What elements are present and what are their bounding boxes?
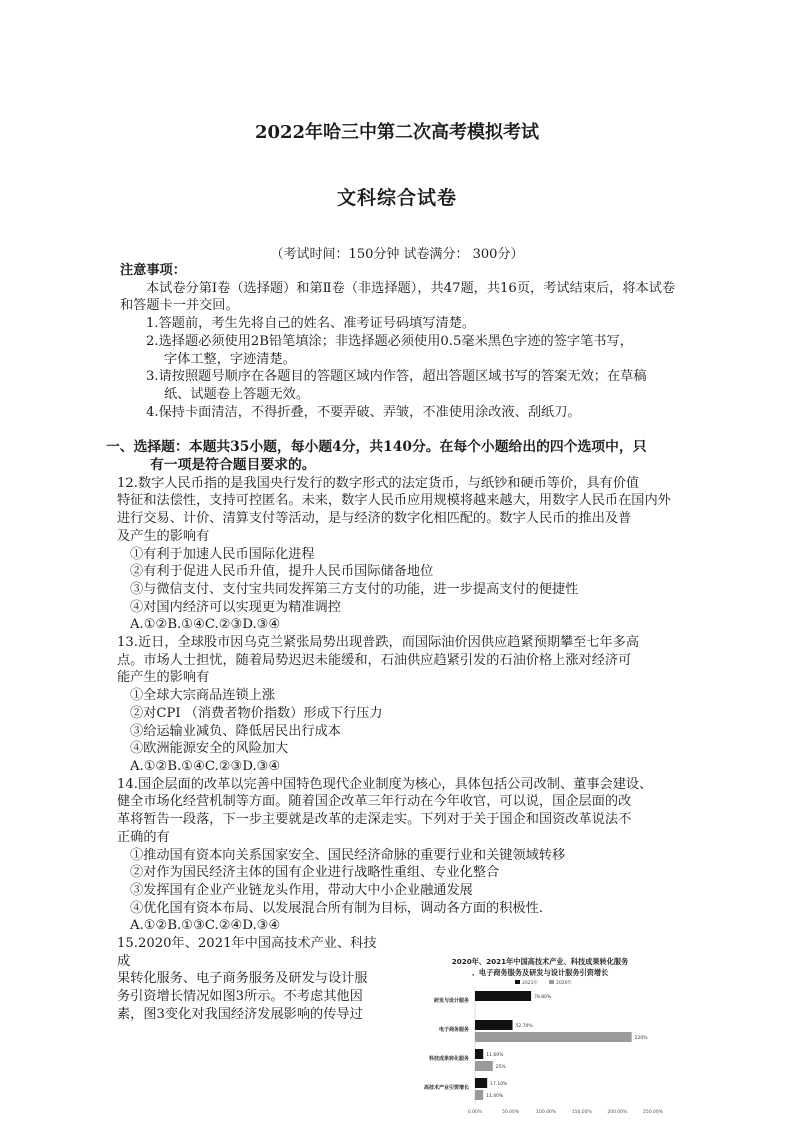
category-label: 研发与设计服务 xyxy=(433,998,469,1004)
category-label: 高技术产业引资增长 xyxy=(423,1085,469,1091)
question-13 xyxy=(117,634,680,776)
question-stem: 15.2020年、2021年中国高技术产业、科技成 xyxy=(117,936,377,969)
question-option: ②对作为国民经济主体的国有企业进行战略性重组、专业化整合 xyxy=(130,865,500,881)
question-option: ①全球大宗商品连锁上涨 xyxy=(130,688,276,704)
question-stem: 特征和法偿性，支持可控匿名。未来，数字人民币应用规模将越来越大，用数字人民币在国内外 xyxy=(117,493,671,509)
question-stem: 14.国企层面的改革以完善中国特色现代企业制度为核心，具体包括公司改制、董事会建设、 xyxy=(117,776,653,792)
notes-item: 2.选择题必须使用2B铅笔填涂；非选择题必须使用0.5毫米黑色字迹的签字笔书写， xyxy=(146,333,633,349)
exam-info: （考试时间：150分钟 试卷满分： 300分） xyxy=(270,247,524,262)
legend-label: 2020年 xyxy=(556,981,572,986)
notes-item: 1.答题前，考生先将自己的姓名、准考证号码填写清楚。 xyxy=(146,316,476,332)
notes-heading: 注意事项： xyxy=(120,263,186,278)
x-tick-label: 0.00% xyxy=(467,1110,483,1115)
question-option: ①有利于加速人民币国际化进程 xyxy=(130,546,315,562)
question-stem: 进行交易、计价、清算支付等活动，是与经济的数字化相匹配的。数字人民币的推出及普 xyxy=(117,511,632,527)
exam-title: 2022年哈三中第二次高考模拟考试 xyxy=(254,122,540,143)
answer-choices: A.①②B.①④C.②③D.③④ xyxy=(130,758,281,774)
question-stem: 务引资增长情况如图3所示。不考虑其他因 xyxy=(117,989,363,1005)
question-option: ④欧洲能源安全的风险加大 xyxy=(130,741,289,757)
question-stem: 及产生的影响有 xyxy=(117,528,210,544)
category-label: 科技成果转化服务 xyxy=(428,1056,469,1062)
notes-intro: 本试卷分第Ⅰ卷（选择题）和第Ⅱ卷（非选择题），共47题，共16页，考试结束后，将本试卷和答题卡一并交回。 xyxy=(120,280,676,314)
question-stem: 果转化服务、电子商务服务及研发与设计服 xyxy=(117,971,368,987)
question-option: ④对国内经济可以实现更为精准调控 xyxy=(130,599,341,615)
legend-swatch xyxy=(549,980,554,984)
question-stem: 正确的有 xyxy=(117,829,170,845)
question-option: ④优化国有资本布局、以发展混合所有制为目标，调动各方面的积极性. xyxy=(130,900,544,916)
data-label: 52.70% xyxy=(515,1024,533,1029)
section-line: 一、选择题：本题共35小题，每小题4分，共140分。在每个小题给出的四个选项中，只 xyxy=(106,439,647,456)
chart-title: 、电子商务服务及研发与设计服务引资增长 xyxy=(471,968,609,977)
data-label: 11.60% xyxy=(486,1053,504,1058)
data-label: 25% xyxy=(495,1065,506,1070)
question-option: ③与微信支付、支付宝共同发挥第三方支付的功能，进一步提高支付的便捷性 xyxy=(130,581,579,597)
question-option: ③给运输业减负、降低居民出行成本 xyxy=(130,723,341,739)
question-15 xyxy=(117,935,389,1024)
investment-growth-chart xyxy=(395,953,685,1118)
question-stem: 12.数字人民币指的是我国央行发行的数字形式的法定货币，与纸钞和硬币等价，具有价值 xyxy=(117,475,640,491)
question-stem: 点。市场人士担忧，随着局势迟迟未能缓和，石油供应趋紧引发的石油价格上涨对经济可 xyxy=(117,652,632,668)
data-label: 17.10% xyxy=(490,1082,508,1087)
question-stem: 健全市场化经营机制等方面。随着国企改革三年行动在今年收官，可以说，国企层面的改 xyxy=(117,794,632,810)
notes-item: 3.请按照题号顺序在各题目的答题区域内作答，超出答题区域书写的答案无效；在草稿 xyxy=(146,369,647,385)
data-label: 220% xyxy=(634,1036,648,1041)
question-stem: 革将暂告一段落，下一步主要就是改革的走深走实。下列对于关于国企和国资改革说法不 xyxy=(117,812,632,828)
chart-svg xyxy=(395,953,685,1118)
bar xyxy=(475,991,531,1001)
section-heading xyxy=(106,439,680,474)
x-tick-label: 250.00% xyxy=(642,1110,664,1115)
answer-choices: A.①②B.①④C.②③D.③④ xyxy=(130,617,281,633)
x-tick-label: 50.00% xyxy=(502,1110,520,1115)
x-tick-label: 100.00% xyxy=(536,1110,557,1115)
bar xyxy=(475,1049,483,1059)
bar xyxy=(475,1020,513,1030)
bar xyxy=(475,1032,632,1042)
x-tick-label: 150.00% xyxy=(571,1110,592,1115)
question-stem: 素，图3变化对我国经济发展影响的传导过 xyxy=(117,1006,363,1022)
chart-title: 2020年、2021年中国高技术产业、科技成果转化服务 xyxy=(451,957,629,966)
bar xyxy=(475,1078,487,1088)
question-12 xyxy=(117,475,680,634)
x-tick-label: 200.00% xyxy=(607,1110,628,1115)
section-line: 有一项是符合题目要求的。 xyxy=(150,457,316,474)
answer-choices: A.①②B.①③C.②④D.③④ xyxy=(130,918,281,934)
legend-swatch xyxy=(515,980,520,984)
question-stem: 能产生的影响有 xyxy=(117,670,210,686)
document-body xyxy=(106,262,680,1024)
bar xyxy=(475,1090,483,1100)
notes-item: 纸、试题卷上答题无效。 xyxy=(164,386,310,402)
notes-item: 4.保持卡面清洁，不得折叠，不要弄破、弄皱，不准使用涂改液、刮纸刀。 xyxy=(146,404,581,420)
question-option: ②对CPI （消费者物价指数）形成下行压力 xyxy=(130,705,383,721)
notes-item: 字体工整，字迹清楚。 xyxy=(164,351,296,367)
legend-label: 2021年 xyxy=(522,981,538,986)
question-14 xyxy=(117,776,680,935)
question-option: ③发挥国有企业产业链龙头作用，带动大中小企业融通发展 xyxy=(130,882,473,898)
category-label: 电子商务服务 xyxy=(438,1027,469,1033)
question-stem: 13.近日，全球股市因乌克兰紧张局势出现普跌，而国际油价因供应趋紧预期攀至七年多高 xyxy=(117,635,640,651)
question-option: ①推动国有资本向关系国家安全、国民经济命脉的重要行业和关键领域转移 xyxy=(130,847,566,863)
data-label: 11.40% xyxy=(486,1094,504,1099)
data-label: 78.80% xyxy=(534,995,552,1000)
bar xyxy=(475,1061,493,1071)
question-option: ②有利于促进人民币升值，提升人民币国际储备地位 xyxy=(130,564,434,580)
exam-subtitle: 文科综合试卷 xyxy=(336,187,457,209)
